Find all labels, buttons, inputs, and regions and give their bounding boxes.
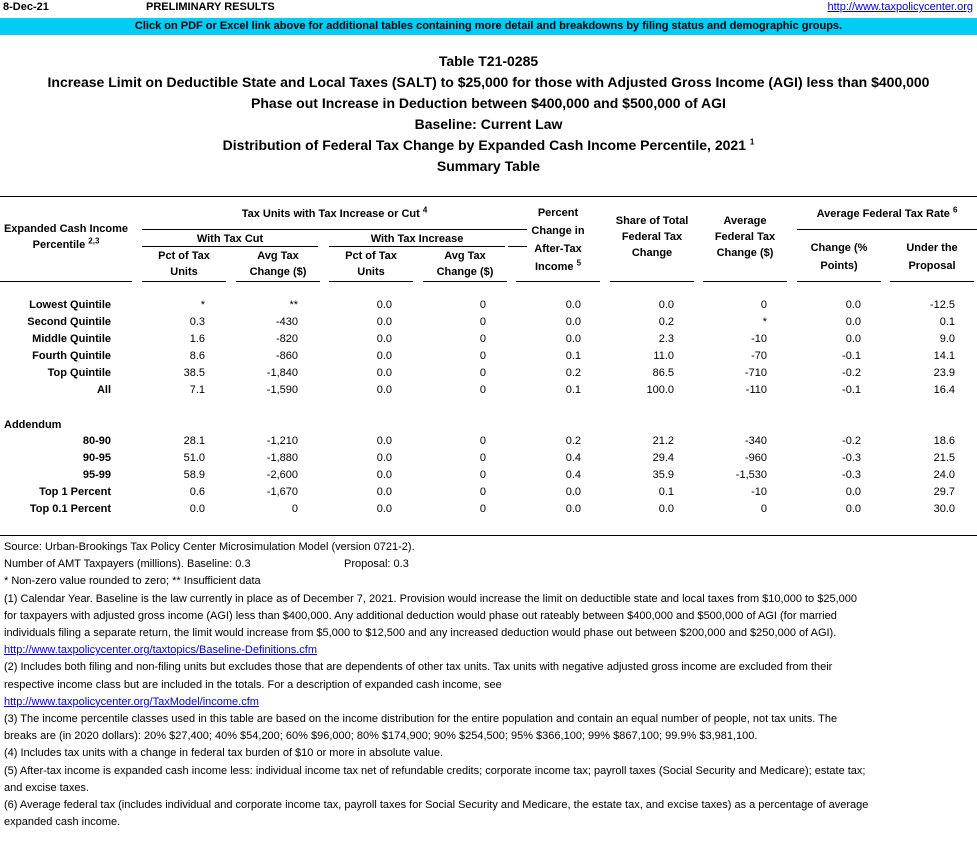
cell-col-8: -0.3	[842, 452, 861, 464]
cell-col-9: 21.5	[933, 452, 955, 464]
title-line-5: Summary Table	[436, 158, 541, 174]
cell-col-4: 0	[479, 384, 486, 396]
table-top-rule	[0, 196, 977, 197]
cell-col-1: 28.1	[183, 435, 205, 447]
cell-col-7: *	[762, 316, 767, 328]
row-label: Top Quintile	[47, 367, 111, 379]
row-label: Fourth Quintile	[32, 350, 111, 362]
table-row	[0, 486, 977, 503]
hdr-line: Percent	[537, 207, 579, 219]
hdr-line: Share of Total	[615, 215, 689, 227]
hdr-line: Points)	[820, 260, 858, 272]
cell-col-5: 0.4	[565, 469, 581, 481]
cell-col-4: 0	[479, 452, 486, 464]
avg-rate-group-header	[797, 206, 977, 222]
with-cut-header: With Tax Cut	[196, 233, 264, 245]
cell-col-4: 0	[479, 486, 486, 498]
percentile-header-line1: Expanded Cash Income	[3, 223, 129, 235]
cell-col-2: -430	[275, 316, 298, 328]
note-6-line-1: (6) Average federal tax (includes individual and corporate income tax, payroll taxes for Social Security and Medicare, the estate tax, and excise taxes) as a percentage of average	[4, 799, 869, 812]
hdr-line: Change ($)	[436, 266, 494, 278]
cell-col-8: -0.2	[842, 367, 861, 379]
cell-col-7: 0	[760, 503, 767, 515]
income-definition-link[interactable]: http://www.taxpolicycenter.org/TaxModel/income.cfm	[4, 695, 259, 708]
cell-col-6: 21.2	[652, 435, 674, 447]
hdr-underline-1	[0, 281, 132, 282]
cell-col-2: -1,880	[266, 452, 298, 464]
hdr-underline-9	[797, 281, 881, 282]
baseline-definitions-link[interactable]: http://www.taxpolicycenter.org/taxtopics/Baseline-Definitions.cfm	[4, 644, 318, 657]
cell-col-2: -1,670	[266, 486, 298, 498]
cell-col-3: 0.0	[376, 299, 392, 311]
cell-col-7: -10	[751, 486, 767, 498]
cell-col-9: 24.0	[933, 469, 955, 481]
note-3-line-1: (3) The income percentile classes used in this table are based on the income distribution for the entire population and contain an equal number of people, not tax units. The	[4, 713, 838, 726]
cell-col-1: 38.5	[183, 367, 205, 379]
row-label: Lowest Quintile	[29, 299, 111, 311]
source-note: Source: Urban-Brookings Tax Policy Center Microsimulation Model (version 0721-2).	[4, 541, 415, 553]
cell-col-9: 9.0	[939, 333, 955, 345]
note-1-line-1: (1) Calendar Year. Baseline is the law currently in place as of December 7, 2021. Provision would increase the limit on deductible state and local taxes from $10,000 to $25,000	[4, 592, 857, 605]
note-4: (4) Includes tax units with a change in federal tax burden of $10 or more in absolute value.	[4, 747, 444, 760]
row-label: 90-95	[82, 452, 111, 464]
amt-baseline: Number of AMT Taxpayers (millions). Baseline: 0.3	[4, 558, 251, 571]
note-2-line-1: (2) Includes both filing and non-filing units but excludes those that are dependents of other tax units. Tax units with negative adjusted gross income are excluded from their	[4, 661, 833, 674]
table-bottom-rule	[0, 535, 977, 536]
cell-col-5: 0.2	[565, 435, 581, 447]
cell-col-4: 0	[479, 350, 486, 362]
cell-col-3: 0.0	[376, 316, 392, 328]
cell-col-1: 0.6	[189, 486, 205, 498]
cell-col-2: -1,840	[266, 367, 298, 379]
hdr-text: Average Federal Tax Rate	[816, 208, 950, 220]
hdr-line: Avg Tax	[444, 250, 486, 262]
cell-col-8: 0.0	[845, 316, 861, 328]
cell-col-8: -0.2	[842, 435, 861, 447]
cell-col-8: 0.0	[845, 333, 861, 345]
cut-avg-change-header	[236, 248, 320, 280]
hdr-line: Under the	[906, 242, 958, 254]
cell-col-9: 0.1	[939, 316, 955, 328]
title-line-4-text: Distribution of Federal Tax Change by Expanded Cash Income Percentile, 2021	[222, 137, 746, 153]
cell-col-1: 0.3	[189, 316, 205, 328]
cell-col-8: 0.0	[845, 503, 861, 515]
cell-col-6: 0.2	[658, 316, 674, 328]
cell-col-3: 0.0	[376, 469, 392, 481]
cell-col-2: 0	[291, 503, 298, 515]
row-label: 80-90	[82, 435, 111, 447]
hdr-line: Avg Tax	[257, 250, 299, 262]
cell-col-2: -1,210	[266, 435, 298, 447]
title-line-4	[0, 135, 977, 156]
hdr-line: Proposal	[908, 260, 956, 272]
note-6-line-2: expanded cash income.	[4, 816, 121, 829]
hdr-underline-2	[142, 281, 226, 282]
cell-col-9: -12.5	[929, 299, 955, 311]
cell-col-4: 0	[479, 503, 486, 515]
tax-units-rule	[142, 229, 527, 230]
note-2-line-2: respective income class but are included in the totals. For a description of expanded cash income, see	[4, 678, 502, 691]
cell-col-4: 0	[479, 316, 486, 328]
cell-col-7: -340	[744, 435, 767, 447]
hdr-underline-4	[329, 281, 413, 282]
cell-col-9: 14.1	[933, 350, 955, 362]
table-row	[0, 333, 977, 350]
percentile-header	[0, 221, 132, 253]
addendum-label: Addendum	[4, 419, 62, 431]
cell-col-3: 0.0	[376, 452, 392, 464]
hdr-line: Pct of Tax	[345, 250, 397, 262]
hdr-line	[516, 258, 600, 276]
preliminary-label: PRELIMINARY RESULTS	[146, 1, 275, 13]
cell-col-6: 0.1	[658, 486, 674, 498]
footnote-ref: 1	[749, 137, 755, 147]
hdr-underline-7	[610, 281, 694, 282]
cell-col-8: 0.0	[845, 486, 861, 498]
cell-col-3: 0.0	[376, 350, 392, 362]
cell-col-7: -710	[744, 367, 767, 379]
row-label: Top 1 Percent	[39, 486, 111, 498]
cell-col-5: 0.1	[565, 350, 581, 362]
cell-col-6: 0.0	[658, 299, 674, 311]
hdr-line: Change ($)	[716, 247, 774, 259]
table-row	[0, 452, 977, 469]
row-label: Second Quintile	[27, 316, 111, 328]
note-5-line-1: (5) After-tax income is expanded cash income less: individual income tax net of refundable credits; corporate income tax; payroll taxes (Social Security and Medicare); estate tax;	[4, 764, 866, 777]
cell-col-7: -70	[751, 350, 767, 362]
cell-col-6: 11.0	[653, 350, 674, 362]
avg-fed-tax-change-header	[703, 213, 787, 261]
hdr-underline-10	[890, 281, 974, 282]
cell-col-3: 0.0	[376, 367, 392, 379]
row-label: Top 0.1 Percent	[29, 503, 111, 515]
percentile-header-line2	[0, 237, 132, 253]
footnote-ref: 2,3	[88, 236, 100, 246]
footnotes	[4, 539, 974, 831]
hdr-text: Income	[534, 261, 574, 273]
cell-col-3: 0.0	[376, 486, 392, 498]
cell-col-5: 0.4	[565, 452, 581, 464]
cell-col-3: 0.0	[376, 503, 392, 515]
table-row	[0, 384, 977, 401]
hdr-line: Change (%	[810, 242, 868, 254]
cell-col-9: 23.9	[933, 367, 955, 379]
cell-col-5: 0.0	[565, 316, 581, 328]
share-total-header	[610, 213, 694, 261]
footnote-ref: 5	[576, 258, 582, 268]
cell-col-6: 86.5	[652, 367, 674, 379]
table-row	[0, 367, 977, 384]
footnote-ref: 6	[952, 205, 958, 215]
table-row	[0, 469, 977, 486]
cell-col-7: -960	[744, 452, 767, 464]
hdr-line: Change	[631, 247, 673, 259]
row-label: All	[96, 384, 111, 396]
cell-col-5: 0.0	[565, 299, 581, 311]
pct-change-after-tax-header	[516, 204, 600, 276]
table-row	[0, 299, 977, 316]
cell-col-9: 30.0	[933, 503, 955, 515]
cell-col-4: 0	[479, 299, 486, 311]
title-line-2: Phase out Increase in Deduction between $400,000 and $500,000 of AGI	[251, 95, 726, 111]
info-banner: Click on PDF or Excel link above for additional tables containing more detail and breakdowns by filing status and demographic groups.	[0, 18, 977, 35]
hdr-line: Units	[170, 266, 198, 278]
cell-col-3: 0.0	[376, 435, 392, 447]
hdr-underline-5	[423, 281, 507, 282]
cell-col-6: 29.4	[652, 452, 674, 464]
amt-note	[4, 556, 974, 573]
cell-col-1: 0.0	[189, 503, 205, 515]
legend-note: * Non-zero value rounded to zero; ** Insufficient data	[4, 575, 261, 588]
hdr-underline-3	[236, 281, 320, 282]
cell-col-2: -860	[275, 350, 298, 362]
cell-col-5: 0.0	[565, 486, 581, 498]
cell-col-5: 0.1	[565, 384, 581, 396]
percentile-header-text: Percentile	[32, 239, 86, 251]
table-row	[0, 350, 977, 367]
hdr-line: Change in	[531, 225, 585, 237]
cell-col-5: 0.2	[565, 367, 581, 379]
cell-col-8: -0.3	[842, 469, 861, 481]
cell-col-1: *	[200, 299, 205, 311]
cell-col-7: 0	[760, 299, 767, 311]
tpc-home-link[interactable]: http://www.taxpolicycenter.org	[827, 1, 973, 13]
cell-col-1: 1.6	[189, 333, 205, 345]
cell-col-1: 51.0	[183, 452, 205, 464]
cut-pct-units-header	[142, 248, 226, 280]
note-1-line-3: individuals filing a separate return, the limit would increase from $5,000 to $12,500 and any increased deduction would phase out between $200,000 and $250,000 of AGI).	[4, 627, 837, 640]
hdr-line: Average	[723, 215, 767, 227]
cell-col-1: 8.6	[189, 350, 205, 362]
cell-col-8: -0.1	[842, 384, 861, 396]
cell-col-9: 18.6	[933, 435, 955, 447]
tax-units-group-text: Tax Units with Tax Increase or Cut	[241, 208, 420, 220]
cell-col-2: -1,590	[266, 384, 298, 396]
rate-change-header	[797, 239, 881, 275]
title-line-1: Increase Limit on Deductible State and Local Taxes (SALT) to $25,000 for those with Adjusted Gross Income (AGI) less than $400,000	[47, 74, 930, 90]
table-row	[0, 503, 977, 520]
note-1-line-2: for taxpayers with adjusted gross income (AGI) less than $400,000. Any additional deduction would phase out rateably between $400,000 and $500,000 of AGI (for married	[4, 609, 837, 622]
with-increase-header: With Tax Increase	[370, 233, 464, 245]
cell-col-4: 0	[479, 333, 486, 345]
cell-col-8: 0.0	[845, 299, 861, 311]
row-label: Middle Quintile	[32, 333, 111, 345]
cell-col-7: -1,530	[735, 469, 767, 481]
table-row	[0, 435, 977, 452]
table-row	[0, 316, 977, 333]
hdr-underline-6	[516, 281, 600, 282]
cell-col-7: -110	[745, 384, 767, 396]
hdr-line: After-Tax	[534, 243, 582, 255]
cell-col-8: -0.1	[842, 350, 861, 362]
cell-col-2: -820	[275, 333, 298, 345]
cell-col-6: 35.9	[652, 469, 674, 481]
rate-group-rule	[797, 229, 977, 230]
cell-col-4: 0	[479, 367, 486, 379]
rate-under-header	[890, 239, 974, 275]
cell-col-9: 29.7	[933, 486, 955, 498]
cell-col-5: 0.0	[565, 333, 581, 345]
cell-col-1: 58.9	[183, 469, 205, 481]
hdr-line: Change ($)	[249, 266, 307, 278]
amt-proposal: Proposal: 0.3	[344, 558, 409, 571]
cell-col-9: 16.4	[933, 384, 955, 396]
cell-col-7: -10	[751, 333, 767, 345]
cell-col-6: 0.0	[658, 503, 674, 515]
inc-avg-change-header	[423, 248, 507, 280]
cell-col-2: **	[289, 299, 298, 311]
cell-col-1: 7.1	[189, 384, 205, 396]
cell-col-4: 0	[479, 435, 486, 447]
note-5-line-2: and excise taxes.	[4, 781, 89, 794]
cell-col-6: 2.3	[658, 333, 674, 345]
cell-col-6: 100.0	[646, 384, 674, 396]
footnote-ref: 4	[422, 205, 428, 215]
hdr-line: Federal Tax	[714, 231, 776, 243]
cell-col-3: 0.0	[376, 384, 392, 396]
tax-units-group-header	[142, 206, 527, 222]
cell-col-5: 0.0	[565, 503, 581, 515]
row-label: 95-99	[82, 469, 111, 481]
table-titles	[0, 51, 977, 177]
cell-col-2: -2,600	[266, 469, 298, 481]
hdr-underline-8	[703, 281, 787, 282]
hdr-line: Units	[357, 266, 385, 278]
inc-pct-units-header	[329, 248, 413, 280]
title-line-3: Baseline: Current Law	[414, 116, 563, 132]
hdr-line: Federal Tax	[621, 231, 683, 243]
report-date: 8-Dec-21	[3, 1, 49, 13]
table-id: Table T21-0285	[438, 53, 539, 69]
cell-col-3: 0.0	[376, 333, 392, 345]
hdr-line: Pct of Tax	[158, 250, 210, 262]
cell-col-4: 0	[479, 469, 486, 481]
note-3-line-2: breaks are (in 2020 dollars): 20% $27,400; 40% $54,200; 60% $96,000; 80% $174,900; 90% $254,500; 95% $366,100; 99% $867,100; 99.9% $3,981,100.	[4, 730, 758, 743]
